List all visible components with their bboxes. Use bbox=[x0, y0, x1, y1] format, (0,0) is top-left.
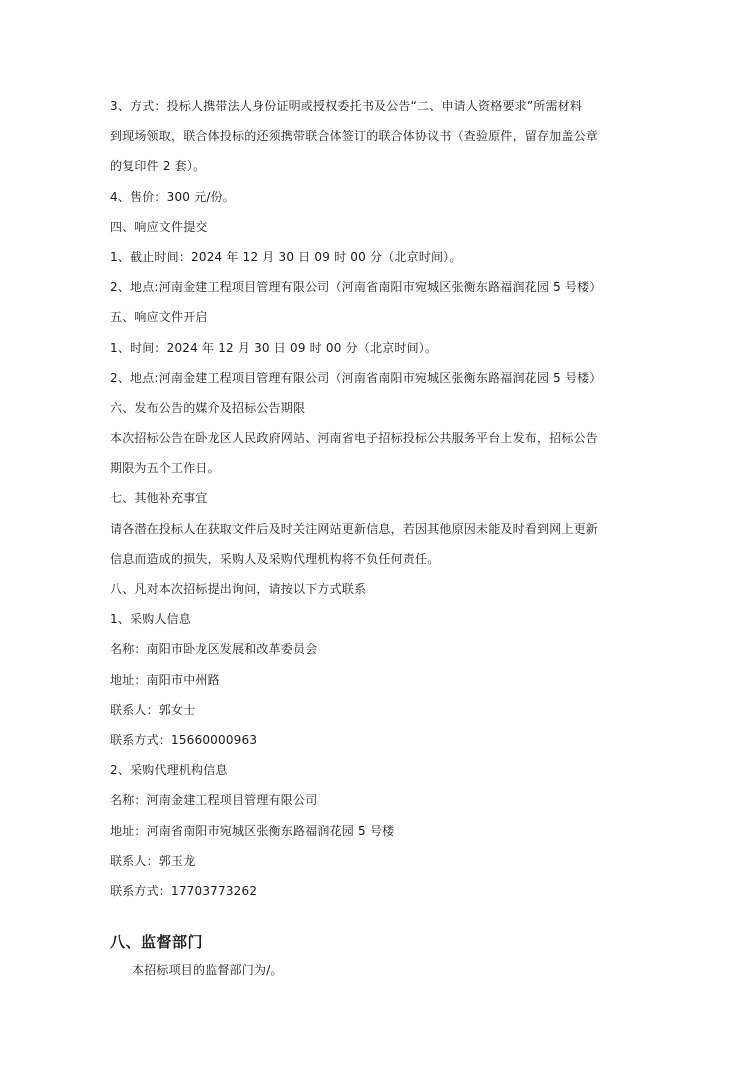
subsection-title: 2、采购代理机构信息 bbox=[110, 763, 228, 778]
text-line: 4、售价：300 元/份。 bbox=[110, 189, 235, 204]
supervision-heading: 八、监督部门 bbox=[110, 933, 204, 951]
text-line: 信息而造成的损失，采购人及采购代理机构将不负任何责任。 bbox=[110, 551, 440, 566]
text-line: 期限为五个工作日。 bbox=[110, 461, 220, 476]
agency-contact: 联系人：郭玉龙 bbox=[110, 853, 196, 868]
announcement-body bbox=[110, 91, 645, 906]
agency-address: 地址：河南省南阳市宛城区张衡东路福润花园 5 号楼 bbox=[110, 823, 395, 838]
text-line: 的复印件 2 套）。 bbox=[110, 159, 206, 174]
section-title: 七、其他补充事宜 bbox=[110, 491, 208, 506]
supervision-text: 本招标项目的监督部门为/。 bbox=[132, 963, 283, 977]
text-line: 2、地点:河南金建工程项目管理有限公司（河南省南阳市宛城区张衡东路福润花园 5 号楼） bbox=[110, 370, 602, 385]
text-line: 1、截止时间：2024 年 12 月 30 日 09 时 00 分（北京时间）。 bbox=[110, 249, 462, 264]
text-line: 1、时间：2024 年 12 月 30 日 09 时 00 分（北京时间）。 bbox=[110, 340, 438, 355]
text-line: 本次招标公告在卧龙区人民政府网站、河南省电子招标投标公共服务平台上发布，招标公告 bbox=[110, 431, 599, 446]
agency-phone: 联系方式：17703773262 bbox=[110, 883, 258, 898]
section-title: 六、发布公告的媒介及招标公告期限 bbox=[110, 400, 306, 415]
section-title: 八、凡对本次招标提出询问，请按以下方式联系 bbox=[110, 582, 367, 596]
text-line: 3、方式：投标人携带法人身份证明或授权委托书及公告“二、申请人资格要求”所需材料 bbox=[110, 99, 583, 113]
section-title: 五、响应文件开启 bbox=[110, 310, 208, 325]
text-line: 请各潜在投标人在获取文件后及时关注网站更新信息，若因其他原因未能及时看到网上更新 bbox=[110, 521, 599, 536]
purchaser-address: 地址：南阳市中州路 bbox=[110, 672, 220, 687]
subsection-title: 1、采购人信息 bbox=[110, 612, 192, 627]
text-line: 2、地点:河南金建工程项目管理有限公司（河南省南阳市宛城区张衡东路福润花园 5 号楼） bbox=[110, 280, 602, 295]
text-line: 到现场领取，联合体投标的还须携带联合体签订的联合体协议书（查验原件，留存加盖公章 bbox=[110, 129, 599, 144]
purchaser-name: 名称：南阳市卧龙区发展和改革委员会 bbox=[110, 642, 318, 657]
agency-name: 名称：河南金建工程项目管理有限公司 bbox=[110, 793, 318, 808]
section-title: 四、响应文件提交 bbox=[110, 219, 208, 234]
purchaser-contact: 联系人：郭女士 bbox=[110, 702, 196, 717]
purchaser-phone: 联系方式：15660000963 bbox=[110, 732, 258, 747]
